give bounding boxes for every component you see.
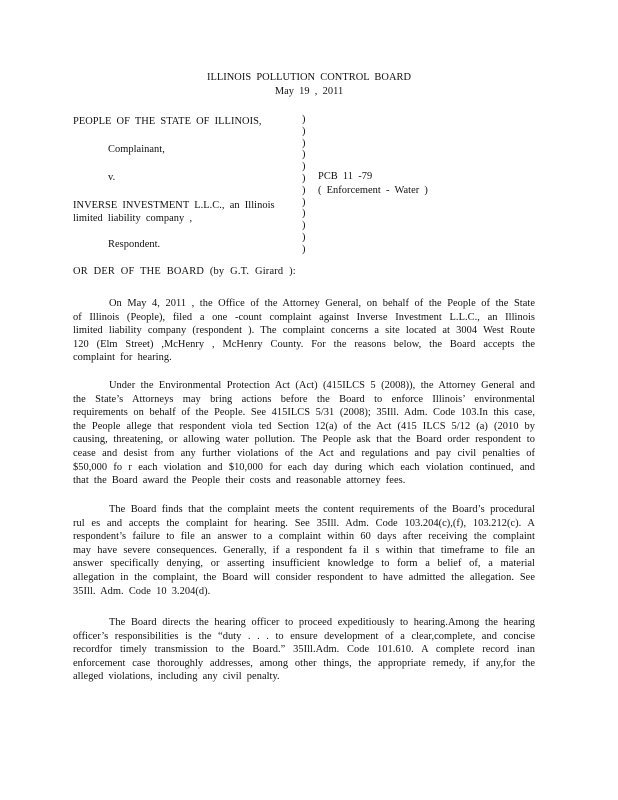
defendant-name-line1: INVERSE INVESTMENT L.L.C., an Illinois — [73, 200, 275, 211]
paragraph-1: On May 4, 2011 , the Office of the Attorney General, on behalf of the People of the State of Illinois (People), filed a one -count complaint against Inverse Investment L.L.C., an Illinois limited liability company (respondent ). The complaint concerns a site located at 3004 West Route 120 (Elm Street) ,McHenry , McHenry County. For the reasons below, the Board accepts the complaint for hearing. — [73, 298, 535, 364]
bracket: ) — [302, 208, 306, 220]
order-heading: OR DER OF THE BOARD (by G.T. Girard ): — [73, 266, 296, 277]
order-date: May 19 , 2011 — [274, 86, 344, 97]
bracket: ) — [302, 231, 306, 243]
bracket: ) — [302, 125, 306, 137]
defendant-name-line2: limited liability company , — [73, 213, 193, 224]
bracket: ) — [302, 220, 306, 232]
bracket: ) — [302, 114, 306, 125]
bracket: ) — [302, 161, 306, 173]
case-type: ( Enforcement - Water ) — [318, 185, 428, 196]
paragraph-4: The Board directs the hearing officer to proceed expeditiously to hearing.Among the hearing officer’s responsibilities is the “duty . . . to ensure development of a clear,complete, and concise recordfor timely transmission to the Board.” 35Ill.Adm. Code 101.610. A complete record inan enforcement case thoroughly addresses, among other things, the appropriate remedy, if any,for the alleged violations, including any civil penalty. — [73, 617, 535, 683]
plaintiff-name: PEOPLE OF THE STATE OF ILLINOIS, — [73, 116, 262, 127]
board-title: ILLINOIS POLLUTION CONTROL BOARD — [206, 72, 412, 83]
bracket: ) — [302, 243, 306, 255]
bracket: ) — [302, 184, 306, 196]
bracket: ) — [302, 172, 306, 184]
bracket: ) — [302, 149, 306, 161]
paragraph-2: Under the Environmental Protection Act (Act) (415ILCS 5 (2008)), the Attorney General and the State’s Attorneys may bring actions before the Board to enforce Illinois’ environmental requirements on behalf of the People. See 415ILCS 5/31 (2008); 35Ill. Adm. Code 103.In this case, the People allege that respondent viola ted Section 12(a) of the Act (415 ILCS 5/12 (a) (2010 by causing, threatening, or allowing water pollution. The People ask that the Board order respondent to cease and desist from any further violations of the Act and regulations and pay civil penalties of $50,000 fo r each violation and $10,000 for each day during which each violation continued, and that the Board award the People their costs and reasonable attorney fees. — [73, 380, 535, 487]
bracket: ) — [302, 196, 306, 208]
caption-bracket-column — [302, 114, 310, 256]
respondent-label: Respondent. — [108, 239, 161, 250]
complainant-label: Complainant, — [108, 144, 165, 155]
versus-label: v. — [108, 172, 116, 183]
paragraph-3: The Board finds that the complaint meets the content requirements of the Board’s procedural rul es and accepts the complaint for hearing. See 35Ill. Adm. Code 103.204(c),(f), 103.212(c). A respondent’s failure to file an answer to a complaint within 60 days after receiving the complaint may have severe consequences. Generally, if a respondent fa il s within that timeframe to file an answer specifically denying, or asserting insufficient knowledge to form a belief of, a material allegation in the complaint, the Board will consider respondent to have admitted the allegation. See 35Ill. Adm. Code 10 3.204(d). — [73, 504, 535, 597]
bracket: ) — [302, 137, 306, 149]
case-number: PCB 11 -79 — [318, 171, 373, 182]
